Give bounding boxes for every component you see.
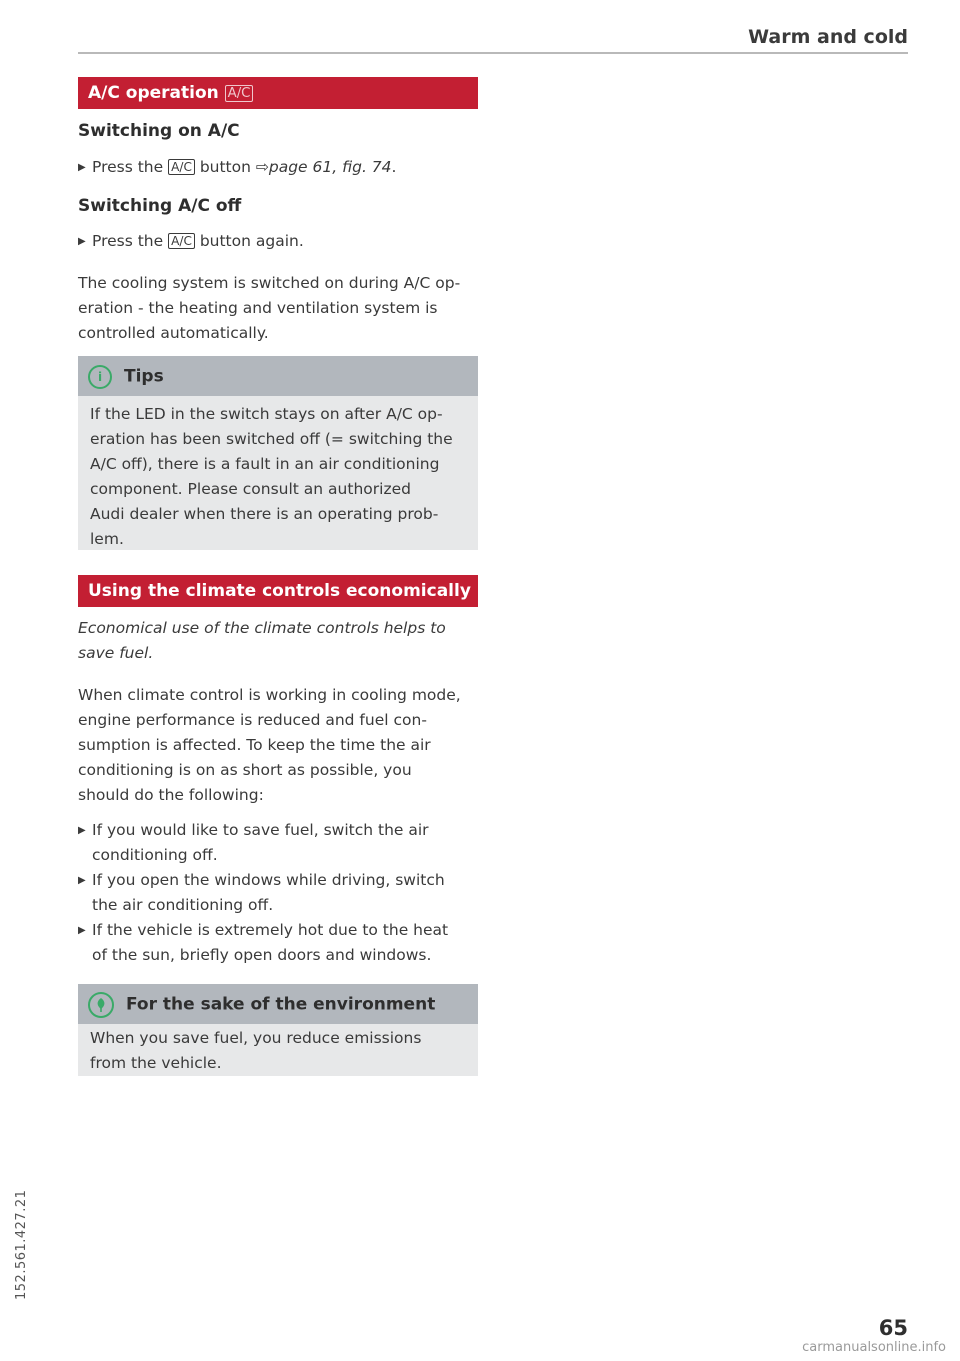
tips-body	[78, 396, 478, 550]
step-suffix: button again.	[199, 232, 304, 250]
environment-header	[78, 984, 478, 1024]
text-line: save fuel.	[78, 644, 154, 662]
bullet-text: conditioning off.	[92, 846, 218, 864]
ac-description	[78, 271, 478, 346]
header-rule	[78, 52, 908, 54]
text-line: sumption is affected. To keep the time the air	[78, 736, 431, 754]
chapter-title: Warm and cold	[748, 26, 908, 48]
section-title-climate-economy: Using the climate controls economically	[78, 575, 478, 607]
text-line: engine performance is reduced and fuel con-	[78, 711, 427, 729]
subheading-switching-on: Switching on A/C	[78, 121, 240, 141]
bullet-text: If you open the windows while driving, switch	[92, 871, 445, 889]
section-title-text: A/C operation	[88, 83, 219, 103]
step-end: .	[391, 158, 397, 176]
text-line: The cooling system is switched on during A/C op-	[78, 274, 461, 292]
environment-body	[78, 1024, 478, 1076]
text-line: from the vehicle.	[90, 1054, 222, 1072]
text-line: A/C off), there is a fault in an air conditioning	[90, 455, 440, 473]
environment-leaf-icon	[88, 992, 114, 1018]
step-switch-on	[78, 155, 478, 180]
ac-key-icon: A/C	[168, 159, 195, 175]
bullet-text: If the vehicle is extremely hot due to the heat	[92, 921, 449, 939]
bullet-text: If you would like to save fuel, switch the air	[92, 821, 429, 839]
triangle-bullet-icon: ▶	[78, 162, 86, 173]
text-line: lem.	[90, 530, 124, 548]
step-prefix: Press the	[92, 232, 164, 250]
text-line: Audi dealer when there is an operating prob-	[90, 505, 439, 523]
text-line: When climate control is working in cooling mode,	[78, 686, 461, 704]
text-line: When you save fuel, you reduce emissions	[90, 1029, 422, 1047]
triangle-bullet-icon: ▶	[78, 925, 86, 936]
ac-key-icon: A/C	[225, 85, 254, 102]
text-line: If the LED in the switch stays on after A/C op-	[90, 405, 443, 423]
tips-header	[78, 356, 478, 396]
list-item	[78, 918, 478, 968]
triangle-bullet-icon: ▶	[78, 236, 86, 247]
page-reference-link[interactable]: page 61, fig. 74	[268, 158, 392, 176]
step-switch-off	[78, 229, 478, 254]
page-number: 65	[878, 1316, 908, 1340]
text-line: eration - the heating and ventilation system is	[78, 299, 438, 317]
environment-label: For the sake of the environment	[126, 994, 436, 1015]
info-icon: i	[88, 365, 112, 389]
section-title-ac-operation	[78, 77, 478, 109]
arrow-ref-icon: ⇨	[255, 158, 269, 176]
watermark: carmanualsonline.info	[802, 1340, 946, 1355]
ac-key-icon: A/C	[168, 233, 195, 249]
text-line: should do the following:	[78, 786, 264, 804]
subheading-switching-off: Switching A/C off	[78, 196, 242, 216]
text-line: Economical use of the climate controls helps to	[78, 619, 446, 637]
cooling-description	[78, 683, 478, 808]
list-item	[78, 818, 478, 868]
bullet-text: of the sun, briefly open doors and windows.	[92, 946, 432, 964]
tips-label: Tips	[124, 366, 164, 387]
step-middle: button	[199, 158, 251, 176]
text-line: component. Please consult an authorized	[90, 480, 411, 498]
section-intro	[78, 616, 478, 666]
text-line: controlled automatically.	[78, 324, 269, 342]
bullet-text: the air conditioning off.	[92, 896, 274, 914]
text-line: conditioning is on as short as possible, you	[78, 761, 412, 779]
triangle-bullet-icon: ▶	[78, 875, 86, 886]
text-line: eration has been switched off (= switching the	[90, 430, 453, 448]
list-item	[78, 868, 478, 918]
document-code: 152.561.427.21	[14, 1189, 29, 1300]
triangle-bullet-icon: ▶	[78, 825, 86, 836]
step-prefix: Press the	[92, 158, 164, 176]
